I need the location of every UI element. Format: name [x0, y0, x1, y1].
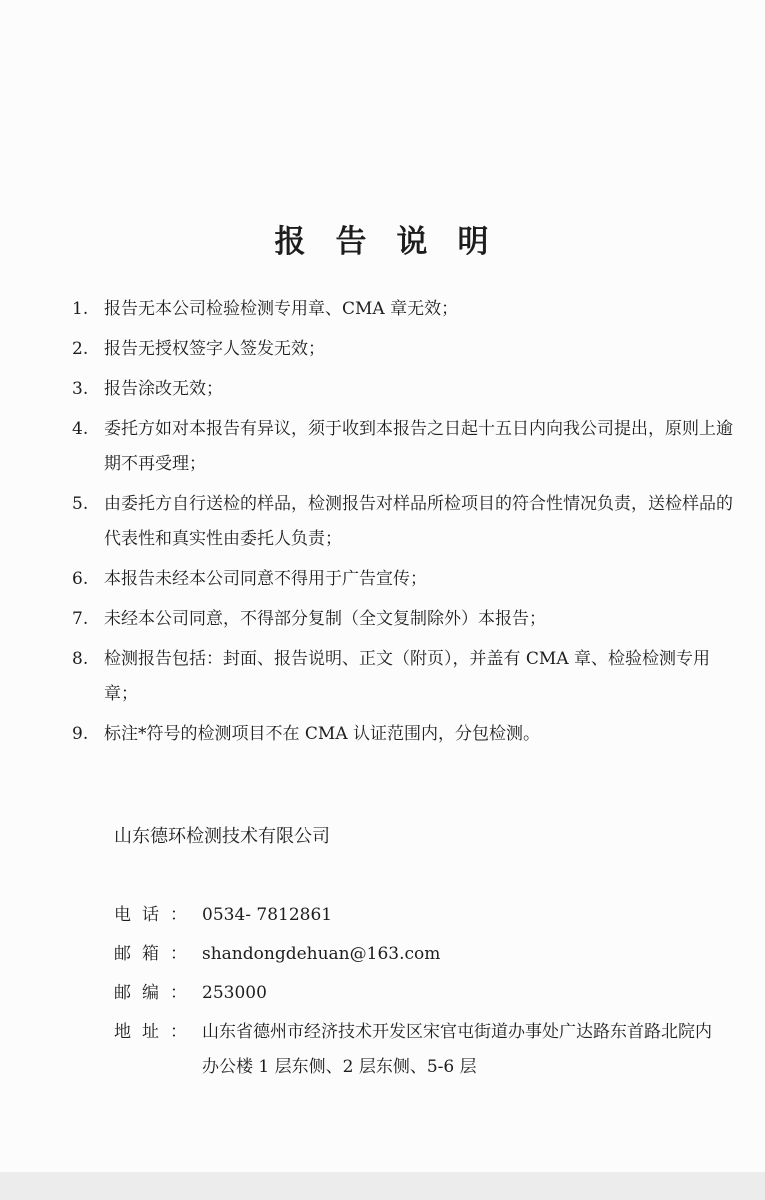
note-number: 4.	[72, 419, 89, 439]
note-number: 6.	[72, 569, 89, 589]
list-item	[72, 642, 737, 712]
contact-postcode	[114, 976, 724, 1011]
company-name: 山东德环检测技术有限公司	[114, 826, 330, 847]
note-text: 检测报告包括：封面、报告说明、正文（附页），并盖有 CMA 章、检验检测专用章；	[104, 649, 710, 704]
note-text: 标注*符号的检测项目不在 CMA 认证范围内，分包检测。	[104, 724, 540, 744]
list-item	[72, 717, 737, 752]
note-text: 报告无本公司检验检测专用章、CMA 章无效；	[104, 299, 459, 319]
note-number: 3.	[72, 379, 89, 399]
note-text: 本报告未经本公司同意不得用于广告宣传；	[104, 569, 427, 589]
list-item	[72, 487, 737, 557]
phone-value: 0534- 7812861	[202, 905, 333, 925]
contact-label: 邮编：	[114, 983, 198, 1003]
note-number: 9.	[72, 724, 89, 744]
note-text: 由委托方自行送检的样品，检测报告对样品所检项目的符合性情况负责，送检样品的代表性和真实性由委托人负责；	[104, 494, 733, 549]
note-number: 5.	[72, 494, 89, 514]
list-item	[72, 412, 737, 482]
note-text: 报告无授权签字人签发无效；	[104, 339, 325, 359]
page-title: 报告说明	[274, 224, 519, 260]
note-number: 8.	[72, 649, 89, 669]
note-number: 2.	[72, 339, 89, 359]
contact-address	[114, 1015, 724, 1085]
note-number: 1.	[72, 299, 89, 319]
note-text: 委托方如对本报告有异议，须于收到本报告之日起十五日内向我公司提出，原则上逾期不再受理；	[104, 419, 733, 474]
email-value: shandongdehuan@163.com	[202, 944, 441, 964]
contact-phone	[114, 898, 724, 933]
contact-label: 邮箱：	[114, 944, 198, 964]
list-item	[72, 332, 737, 367]
address-value: 山东省德州市经济技术开发区宋官屯街道办事处广达路东首路北院内办公楼 1 层东侧、2 层东侧、5-6 层	[202, 1022, 712, 1077]
bottom-strip	[0, 1172, 765, 1200]
contact-info	[114, 898, 724, 1089]
list-item	[72, 602, 737, 637]
note-text: 报告涂改无效；	[104, 379, 223, 399]
notes-list	[72, 292, 737, 757]
list-item	[72, 562, 737, 597]
contact-label: 地址：	[114, 1022, 198, 1042]
contact-email	[114, 937, 724, 972]
postcode-value: 253000	[202, 983, 267, 1003]
contact-label: 电话：	[114, 905, 198, 925]
list-item	[72, 372, 737, 407]
note-number: 7.	[72, 609, 89, 629]
note-text: 未经本公司同意，不得部分复制（全文复制除外）本报告；	[104, 609, 546, 629]
list-item	[72, 292, 737, 327]
